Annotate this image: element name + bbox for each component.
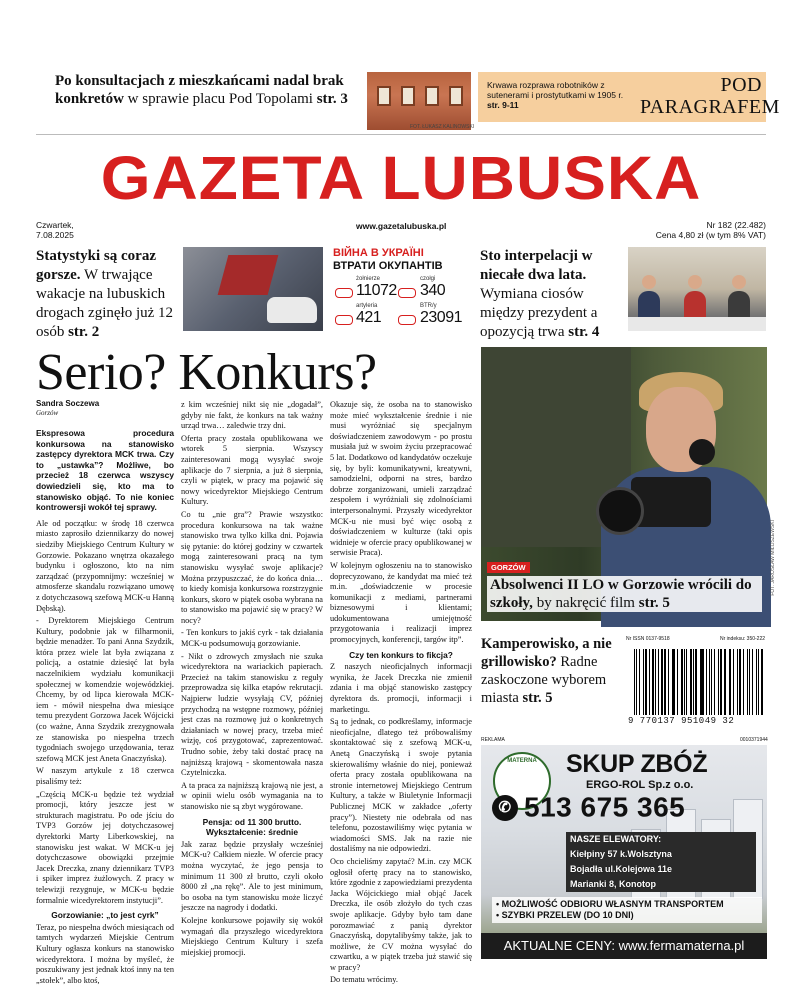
teaser-road-photo[interactable] xyxy=(183,247,323,331)
barcode-bar xyxy=(700,649,701,715)
barcode-bar xyxy=(649,649,650,715)
barcode-bar xyxy=(756,649,757,715)
article-lead: Ekspresowa procedura konkursowa na stanowisko zastępcy dyrektora MCK trwa. Czy to „ustawka”? Możliwe, bo przecież 18 czerwca wszyscy dowiedzieli się, kto ma to stanowisko objąć. To nie koniec kontrowersji wokół tej sprawy. xyxy=(36,428,174,513)
issue-number: Nr 182 (22.482) Cena 4,80 zł (w tym 8% VAT) xyxy=(655,220,766,240)
article-column-1: Ekspresowa procedura konkursowa na stanowisko zastępcy dyrektora MCK trwa. Czy to „ustawka”? Możliwe, bo przecież 18 czerwca wszyscy dowiedzieli się, kto ma to stanowisko objąć. To nie koniec kontrowersji wokół tej sprawy. Ale od początku: w środę 18 czerwca miasto zaprosiło dziennikarzy do nowej siedziby Miejskiego Centrum Kultury w Gorzowie. Pokazano wnętrza okazałego budynku i ogłoszono, kto na nim zarządzać (przypomnijmy: wcześniej w atmosferze skandalu rozwiązano umowę z dotychczasową szefową MCK-u Hanną Dębską). - Dyrektorem Miejskiego Centrum Kultury, podobnie jak w filharmonii, będzie menadżer. To pani Anna Szydzik, która przez wiele lat była związana z policją, a ostatnie dziesięć lat była naczelnikiem wydziału komunikacji społecznej w komendzie wojewódzkiej. Chcemy, by od lipca kierowała MCK-iem - mówił niespełna dwa miesiące temu prezydent Gorzowa Jacek Wójcicki (co ważne, Anna Szydzik zrezygnowała ze stanowiska po niespełna trzech tygodniach swojego urzędowania, teraz szefową MCK jest Aneta Gnaczyńska). W naszym artykule z 18 czerwca pisaliśmy też: „Częścią MCK-u będzie też wydział promocji, który jeszcze jest w strukturach magistratu. Po ode jściu do TVP3 Gorzów jej dotychczasowej dyrektorki Marty Liberkowskiej, na stanowisku jest wakat. W MCK-u jej dotychczasowe obowiązki przejmie Jacek Dreczka, znany dziennikarz TVP3 i spiker imprez żużlowych. Z pracy w telewizji rezygnuje, w MCK-u będzie formalnie wicedyrektorem instytucji”. Gorzowianie: „to jest cyrk” Teraz, po niespełna dwóch miesiącach od tamtych wydarzeń Miejskie Centrum Kultury ogłasza konkurs na stanowisko wicedyrektora. I można by myśleć, że poszukiwany jest jednak ktoś inny na ten „stołek”, albo ktoś, xyxy=(36,428,174,985)
tank-icon xyxy=(398,288,416,298)
barcode-bar xyxy=(658,649,659,715)
barcode-bar xyxy=(639,649,640,715)
barcode-bar xyxy=(749,649,750,715)
artillery-icon xyxy=(335,315,353,325)
barcode-bar xyxy=(758,649,759,715)
barcode-bar xyxy=(695,649,696,715)
barcode-bar xyxy=(752,649,753,715)
barcode-bar xyxy=(673,649,674,715)
divider xyxy=(36,134,766,135)
war-stat: żołnierze 11072 xyxy=(356,276,397,299)
teaser-interpellations[interactable]: Sto interpelacji w niecałe dwa lata. Wymiana ciosów między prezydent a opozycją trwa str. 4 xyxy=(480,248,600,340)
soldier-icon xyxy=(335,288,353,298)
barcode-bar xyxy=(664,649,666,715)
barcode-bar xyxy=(655,649,656,715)
teaser-road-stats[interactable]: Statystyki są coraz gorsze. W trwające wakacje na lubuskich drogach zginęło już 12 osób str. 2 xyxy=(36,248,174,340)
phone-icon: ✆ xyxy=(492,795,518,821)
issn: Nr ISSN 0137-9518 xyxy=(626,636,670,642)
ad-logo-text: MATERNA xyxy=(507,758,537,764)
barcode-bar xyxy=(701,649,703,715)
barcode-digits: 9 770137 951049 32 xyxy=(628,716,735,726)
main-headline[interactable]: Serio? Konkurs? xyxy=(36,344,377,401)
article-subheading: Gorzowianie: „to jest cyrk” xyxy=(51,910,159,921)
barcode xyxy=(634,645,766,715)
top-teaser[interactable] xyxy=(55,72,365,108)
barcode-bar xyxy=(761,649,763,715)
barcode-bar xyxy=(643,649,644,715)
barcode-bar xyxy=(733,649,734,715)
ad-code: 0010371944 xyxy=(740,737,768,743)
ad-title: SKUP ZBÓŻ xyxy=(566,750,708,778)
ad-elevators: NASZE ELEWATORY: Kiełpiny 57 k.Wolsztyna Bojadła ul.Kolejowa 11e Marianki 8, Konotop xyxy=(566,832,756,892)
teaser-council-photo[interactable] xyxy=(628,247,766,331)
top-teaser-photo[interactable] xyxy=(367,72,471,130)
pod-paragrafem-title: POD PARAGRAFEM xyxy=(640,74,780,118)
website-url[interactable]: www.gazetalubuska.pl xyxy=(356,221,447,231)
barcode-bar xyxy=(730,649,731,715)
barcode-bar xyxy=(690,649,691,715)
barcode-bar xyxy=(714,649,715,715)
author: Sandra Soczewa xyxy=(36,399,100,408)
barcode-bar xyxy=(739,649,741,715)
barcode-bar xyxy=(645,649,647,715)
barcode-bar xyxy=(672,649,673,715)
barcode-bar xyxy=(711,649,712,715)
teaser-camper[interactable]: Kamperowisko, a nie grillowisko? Radne zaskoczone wyborem miasta str. 5 xyxy=(481,636,612,706)
top-teaser-bold1: Po konsultacjach z mieszkańcami nadal brak xyxy=(55,73,344,89)
barcode-bar xyxy=(693,649,694,715)
barcode-bar xyxy=(636,649,637,715)
barcode-bar xyxy=(652,649,653,715)
barcode-bar xyxy=(747,649,748,715)
top-teaser-page: str. 3 xyxy=(316,91,348,107)
war-stat: artyleria 421 xyxy=(356,303,382,326)
barcode-bar xyxy=(720,649,722,715)
top-teaser-bold2: konkretów xyxy=(55,91,124,107)
war-box-subtitle: ВТРАТИ ОКУПАНТІВ xyxy=(333,260,443,272)
issue-date: Czwartek, 7.08.2025 xyxy=(36,220,74,240)
article-subheading: Pensja: od 11 300 brutto. Wykształcenie: średnie xyxy=(202,816,302,838)
barcode-bar xyxy=(684,649,685,715)
barcode-bar xyxy=(729,649,730,715)
article-subheading: Czy ten konkurs to fikcja? xyxy=(349,649,453,660)
ad-phone[interactable]: ✆ 513 675 365 xyxy=(492,790,685,824)
index-number: Nr indeksu: 350-222 xyxy=(720,636,766,642)
war-stat: czołgi 340 xyxy=(420,276,446,299)
barcode-bar xyxy=(661,649,662,715)
top-teaser-text: w sprawie placu Pod Topolami xyxy=(123,91,317,107)
photo-credit: FOT. ŁUKASZ KALINOWSKI xyxy=(410,124,475,130)
section-tag: GORZÓW xyxy=(487,562,530,573)
masthead-logo[interactable]: GAZETA LUBUSKA xyxy=(100,143,702,213)
barcode-bar xyxy=(709,649,710,715)
barcode-bar xyxy=(681,649,683,715)
ad-bullets: • MOŻLIWOŚĆ ODBIORU WŁASNYM TRANSPORTEM • SZYBKI PRZELEW (DO 10 DNI) xyxy=(492,897,762,923)
barcode-bar xyxy=(634,649,635,715)
barcode-bar xyxy=(677,649,678,715)
war-box-title: ВІЙНА В УКРАЇНІ xyxy=(333,247,424,259)
war-stat: BTR/y 23091 xyxy=(420,303,462,326)
barcode-bar xyxy=(718,649,719,715)
barcode-bar xyxy=(706,649,707,715)
ad-company: ERGO-ROL Sp.z o.o. xyxy=(586,779,694,791)
article-column-2: z kim wcześniej nikt się nie „dogadał”, gdyby nie fakt, że konkurs na tak ważny urząd trwa… zaledwie trzy dni. Oferta pracy została opublikowana we wtorek 5 sierpnia. Wszyscy zainteresowani mogą wysyłać swoje aplikacje do 7 sierpnia, a już 8 sierpnia, czyli w piątek, w pracy ma pojawić się nowy wicedyrektor Miejskiego Centrum Kultury. Co tu „nie gra”? Prawie wszystko: procedura konkursowa na tak ważne stanowisko trwa tylko kilka dni. Pojawia się pytanie: do której godziny w czwartek mogą zainteresowani pracą na tym stanowisku wysyłać swoje aplikacje? Można przypuszczać, że do końca dnia… to kiedy komisja konkursowa rozstrzygnie konkurs, skoro w piątek osoba wybrana na to stanowisko ma pojawić się w pracy? W nocy? - Ten konkurs to jakiś cyrk - tak działania MCK-u podsumowują gorzowianie. - Nikt o zdrowych zmysłach nie szuka wicedyrektora na wariackich papierach. Przecież na takim stanowisku z reguły przeprowadza się kilka etapów rekrutacji. Najpierw ludzie wysyłają CV, później przychodzą na wstępne rozmowy, później jest czas na rozmowę już o konkretnych działaniach w nowej pracy, trzeba mieć wizję, coś przygotować, zaprezentować. Trudno sobie, żeby taki dostać pracę na najniższą krajową - skomentowała nasza Czytelniczka. A ta praca za najniższą krajową nie jest, a w opinii wielu osób wymagania na to stanowisko nie są zbyt wygórowane. Pensja: od 11 300 brutto. Wykształcenie: średnie Jak zaraz będzie przysłały wcześniej MCK-u? Całkiem niezłe. W ofercie pracy można wyczytać, że jego pensja to minimum 11 300 zł brutto, czyli około 8000 zł „na rękę”. Ale to jest minimum, bo osoba na tym stanowisku może liczyć jeszcze na nagrody i dodatki. Kolejne konkursowe pojawiły się wokół wymagań dla przyszłego wicedyrektora Miejskiego Centrum Kultury i szefa miejskiej promocji. xyxy=(181,400,323,957)
barcode-bar xyxy=(737,649,738,715)
photo-credit: FOT. JAROSŁAW MIŁOSZEWSKI xyxy=(770,520,776,596)
barcode-bar xyxy=(724,649,725,715)
ad-prices-link[interactable]: AKTUALNE CENY: www.fermamaterna.pl xyxy=(481,933,767,959)
feature-caption[interactable]: Absolwenci II LO w Gorzowie wrócili do szkoły, by nakręcić film str. 5 xyxy=(487,576,762,612)
author-city: Gorzów xyxy=(36,409,59,417)
barcode-bar xyxy=(686,649,687,715)
pod-paragrafem-teaser: Krwawa rozprawa robotników z sutenerami i prostytutkami w 1905 r. str. 9-11 xyxy=(487,80,624,110)
barcode-bar xyxy=(743,649,744,715)
article-column-3: Okazuje się, że osoba na to stanowisko może mieć wykształcenie średnie i nie musi wyróżniać się specjalnym doświadczeniem zawodowym - po prostu musiała już w swoim życiu przepracować 5 lat. Dodatkowo od kandydatów oczekuje się, by byli: komunikatywni, kreatywni, samodzielni, odporni na stres, bardzo dobrze zorganizowani, umieli zarządzać zespołem i wyróżniali się zdolnościami interpersonalnymi. Przyszły wicedyrektor MCK-u nie musi być więc osobą z doświadczeniem w kulturze (taki opis widnieje w ofercie pracy opublikowanej w serwisie Praca). W kolejnym ogłoszeniu na to stanowisko doprecyzowano, że kandydat ma mieć też m.in. „doświadczenie w procesie komunikacji z mediami, partnerami biznesowymi i klientami; udokumentowana umiejętność przygotowania i realizacji imprez promocyjnych, konferencji, targów itp”. Czy ten konkurs to fikcja? Z naszych nieoficjalnych informacji wynika, że Jacek Dreczka nie zmienił zdania i ma objąć stanowisko zastępcy dyrektora ds. promocji, informacji i marketingu. Są to jednak, co podkreślamy, informacje nieoficjalne, dlatego też próbowaliśmy skontaktować się z szefową MCK-u, Anetą Gnaczyńską i swoje pytania skierowaliśmy właśnie do niej, ponieważ oferta pracy została opublikowana na stronie internetowej Miejskiego Centrum Kultury, a także w Biuletynie Informacji Publicznej MCK w zakładce „oferty pracy”). Niestety nie odebrała od nas telefonu, pozostawiliśmy więc pytania w wiadomości SMS. Jak na razie nie dostaliśmy na nie odpowiedzi. Oco chcieliśmy zapytać? M.in. czy MCK ogłosił ofertę pracy na to stanowisko, które zgodnie z zapowiedziami prezydenta Jacka Wójcickiego miał objąć Jacek Dreczka, ile osób złożyło do tych czas swoje aplikacje. Gdyby było tam dane porozmawiać z panią dyrektor Gnaczyńską, dopytalibyśmy także, jak to możliwe, że CV można wysyłać do czwartku, a w piątek trzeba już stawić się w pracy? Do tematu wrócimy. xyxy=(330,400,472,985)
barcode-bar xyxy=(668,649,669,715)
ad-label: REKLAMA xyxy=(481,737,505,743)
apc-icon xyxy=(398,315,416,325)
